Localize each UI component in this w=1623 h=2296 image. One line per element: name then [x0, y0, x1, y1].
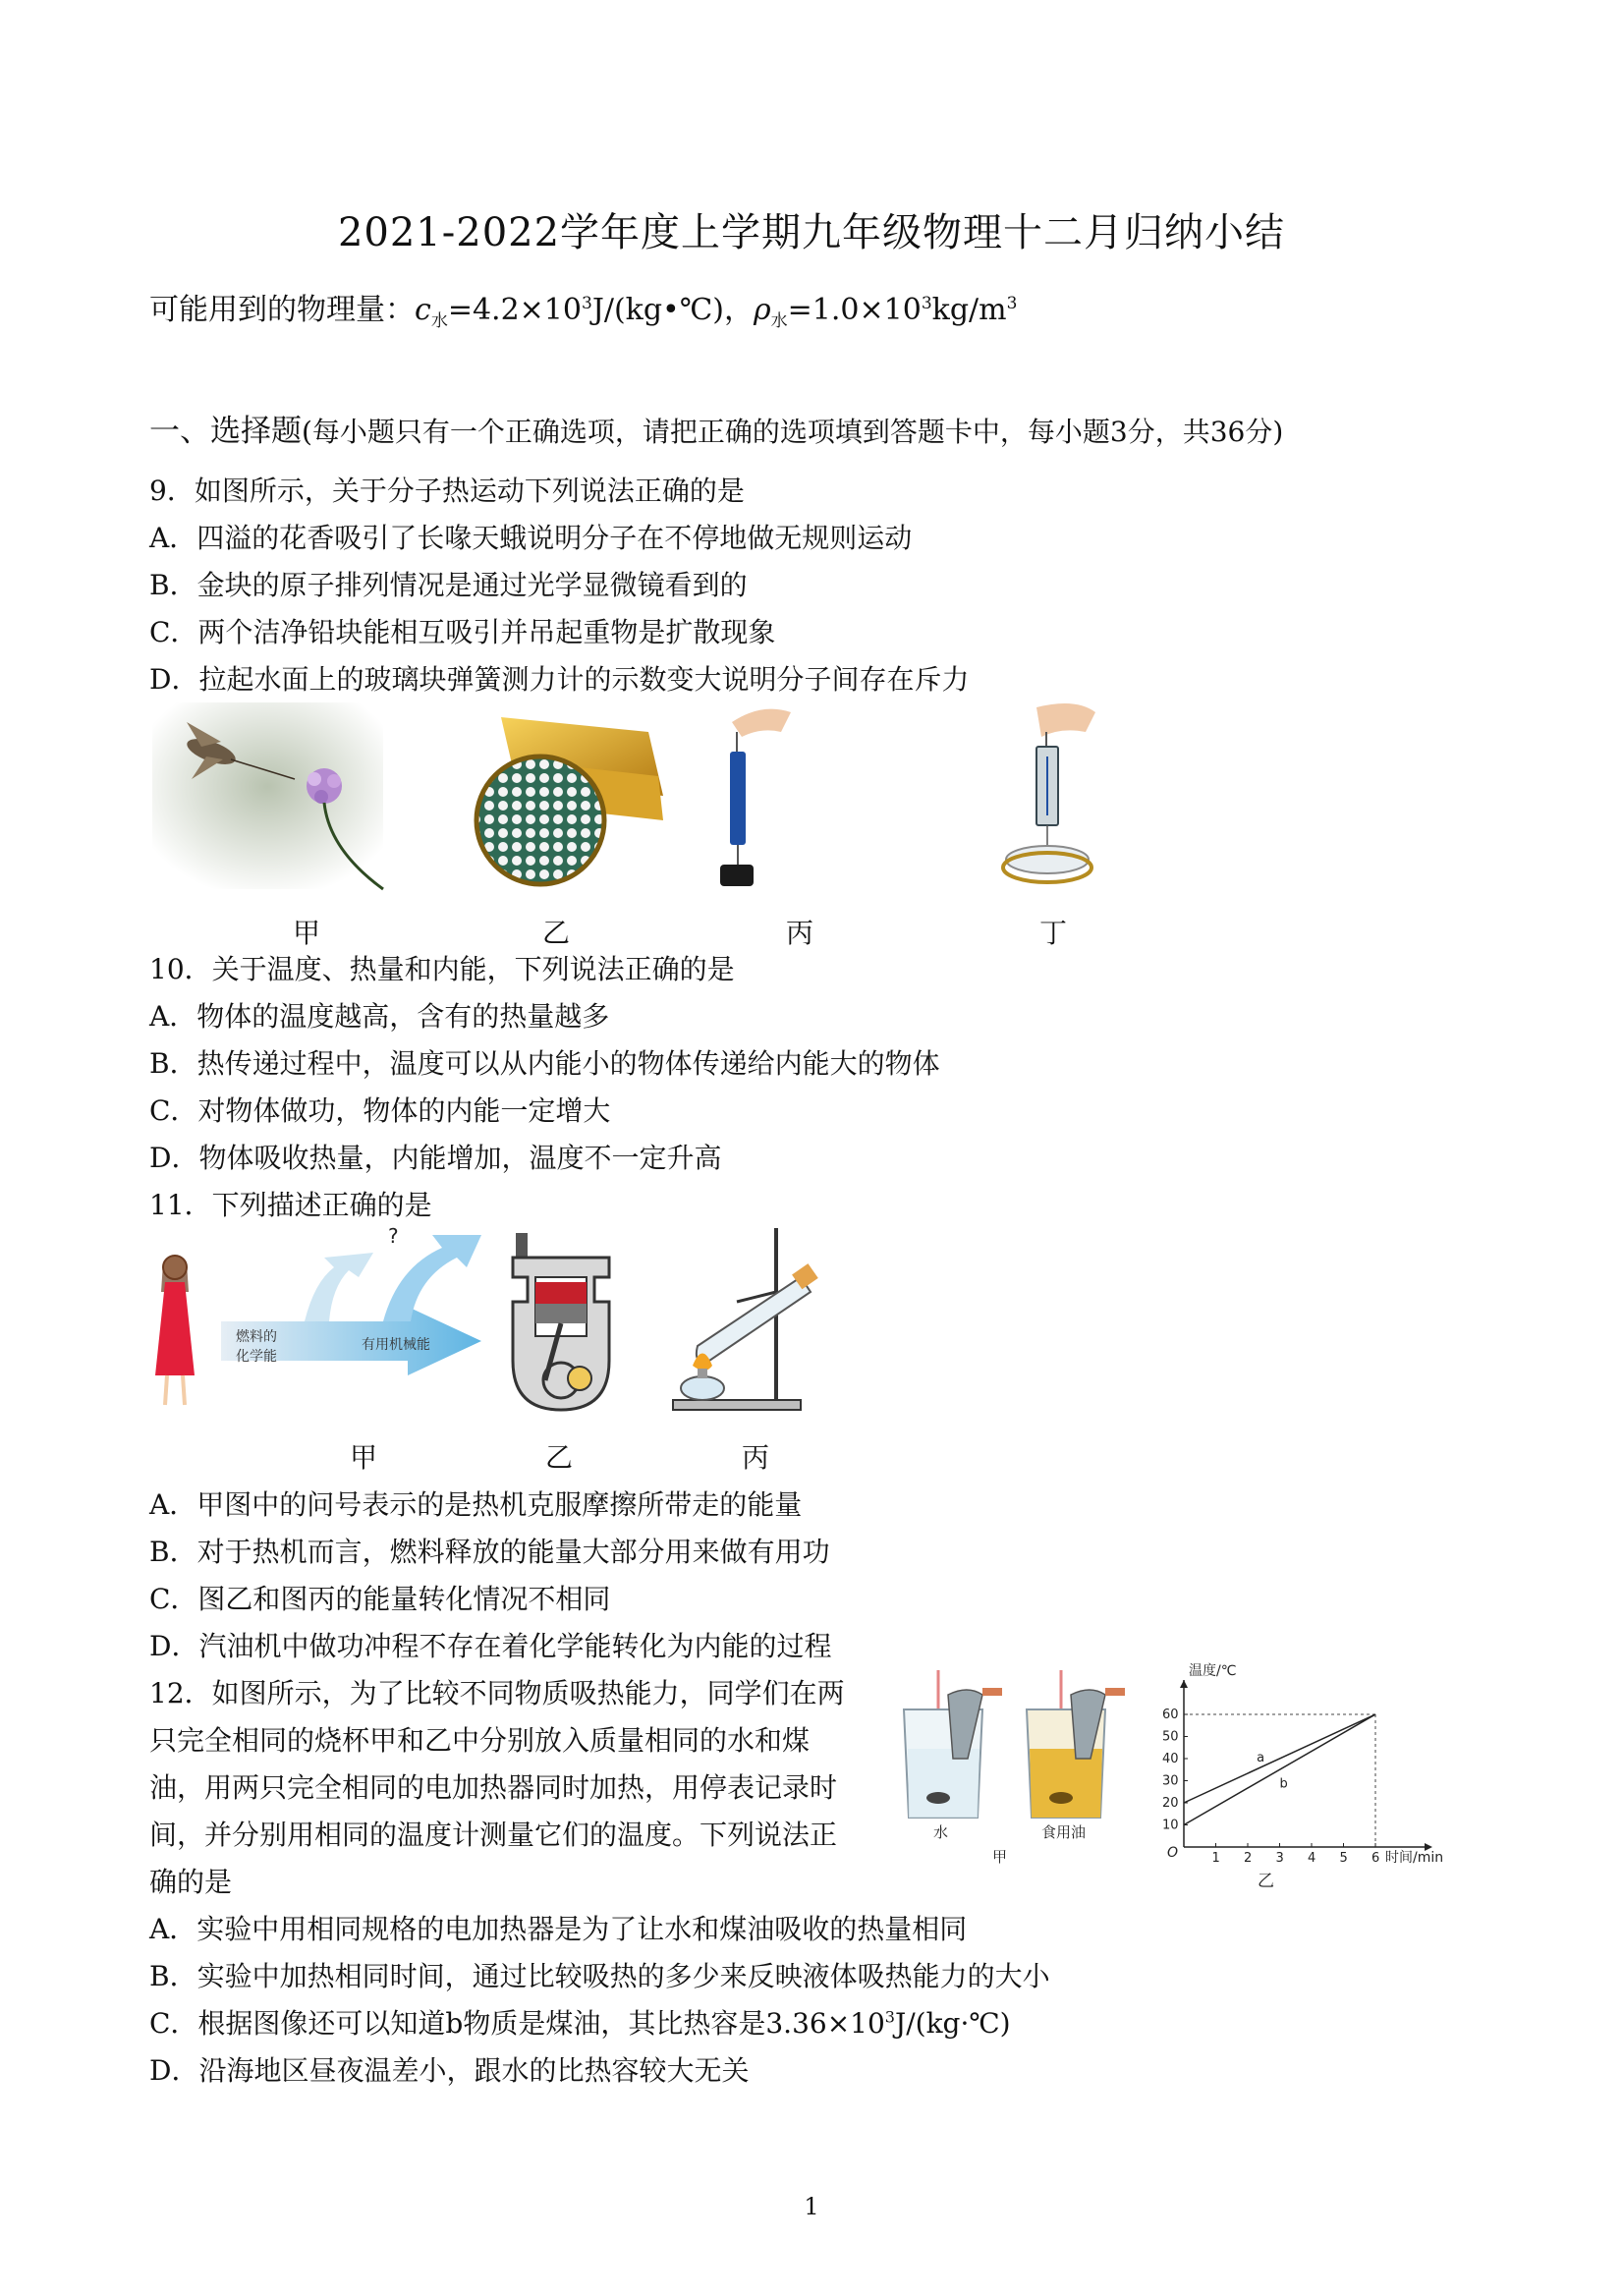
chart-ylabel: 温度/℃: [1189, 1663, 1237, 1679]
q9-caption-yi: 乙: [542, 917, 571, 949]
y-axis-arrow: [1180, 1680, 1188, 1688]
q12-option-c-unit: J/(kg·℃): [894, 2007, 1011, 2040]
q12-stem-line-2: 只完全相同的烧杯甲和乙中分别放入质量相同的水和煤: [149, 1724, 811, 1757]
useful-energy-label: 有用机械能: [362, 1337, 430, 1353]
q11-option-c: C．图乙和图丙的能量转化情况不相同: [149, 1583, 611, 1615]
q12-stem-line-5: 确的是: [149, 1866, 233, 1898]
series-label-a: a: [1257, 1750, 1265, 1765]
chemical-energy-label: 化学能: [236, 1349, 277, 1365]
q12-option-d: D．沿海地区昼夜温差小，跟水的比热容较大无关: [149, 2054, 750, 2087]
y-tick-label: 10: [1162, 1818, 1179, 1833]
page-title: 2021-2022学年度上学期九年级物理十二月归纳小结: [337, 210, 1286, 255]
rho-symbol: ρ: [754, 293, 771, 327]
q10-option-c: C．对物体做功，物体的内能一定增大: [149, 1094, 611, 1127]
moth-flower-image: [152, 702, 383, 889]
q9-option-b: B．金块的原子排列情况是通过光学显微镜看到的: [149, 569, 748, 601]
q12-stem-line-4: 间，并分别用相同的温度计测量它们的温度。下列说法正: [149, 1819, 838, 1851]
engine-cylinder-figure: [513, 1233, 609, 1410]
q12-beakers: [899, 1670, 1145, 1867]
q12-stem-line-3: 油，用两只完全相同的电加热器同时加热，用停表记录时: [149, 1771, 838, 1804]
q9-option-d: D．拉起水面上的玻璃块弹簧测力计的示数变大说明分子间存在斥力: [149, 663, 970, 696]
rho-subscript: 水: [770, 311, 788, 331]
x-tick-label: 3: [1275, 1851, 1284, 1866]
q12-caption-jia: 甲: [992, 1848, 1008, 1866]
page-number: 1: [804, 2193, 819, 2220]
section-heading: [149, 406, 1283, 450]
q10-option-b: B．热传递过程中，温度可以从内能小的物体传递给内能大的物体: [149, 1047, 940, 1080]
q12-option-c-exponent: 3: [884, 2007, 895, 2027]
x-tick-label: 1: [1211, 1851, 1220, 1866]
constants-line: [149, 285, 1017, 331]
q9-caption-bing: 丙: [786, 917, 814, 949]
rho-value: =1.0×10: [787, 293, 922, 327]
q9-option-c: C．两个洁净铅块能相互吸引并吊起重物是扩散现象: [149, 616, 776, 648]
q11-option-d: D．汽油机中做功冲程不存在着化学能转化为内能的过程: [149, 1630, 832, 1662]
water-label: 水: [933, 1823, 949, 1841]
q11-figures: [147, 1223, 835, 1420]
c-subscript: 水: [430, 311, 448, 331]
oil-label: 食用油: [1041, 1823, 1087, 1841]
q11-caption-yi: 乙: [545, 1441, 574, 1474]
x-tick-label: 6: [1371, 1851, 1380, 1866]
q10-option-a: A．物体的温度越高，含有的热量越多: [149, 1000, 610, 1033]
q12-stem-line-1: 12．如图所示，为了比较不同物质吸热能力，同学们在两: [149, 1677, 845, 1709]
c-value: =4.2×10: [447, 293, 582, 327]
q11-option-a: A．甲图中的问号表示的是热机克服摩擦所带走的能量: [149, 1488, 803, 1521]
rho-unit: kg/m: [931, 293, 1007, 327]
y-tick-label: 30: [1162, 1773, 1179, 1789]
q10-option-d: D．物体吸收热量，内能增加，温度不一定升高: [149, 1142, 722, 1174]
c-unit: J/(kg•℃)，: [591, 293, 754, 327]
q12-option-a: A．实验中用相同规格的电加热器是为了让水和煤油吸收的热量相同: [149, 1913, 968, 1945]
x-tick-label: 2: [1244, 1851, 1253, 1866]
series-label-b: b: [1279, 1776, 1288, 1792]
q9-option-a: A．四溢的花香吸引了长喙天蛾说明分子在不停地做无规则运动: [149, 522, 913, 554]
series-line-b: [1184, 1714, 1375, 1825]
q9-caption-ding: 丁: [1039, 917, 1068, 949]
q10-stem: 10．关于温度、热量和内能，下列说法正确的是: [149, 953, 735, 985]
chart-origin-label: O: [1167, 1845, 1179, 1861]
chart-axes: [1180, 1680, 1432, 1851]
question-mark-label: ?: [388, 1224, 399, 1248]
rho-exponent: 3: [921, 294, 932, 313]
lead-blocks-image: [720, 709, 791, 886]
glass-plate-image: [1003, 703, 1095, 882]
x-tick-label: 5: [1339, 1851, 1348, 1866]
energy-flow-figure: [155, 1224, 481, 1405]
q12-option-b: B．实验中加热相同时间，通过比较吸热的多少来反映液体吸热能力的大小: [149, 1960, 1050, 1992]
y-tick-label: 60: [1162, 1708, 1179, 1722]
gold-atoms-image: [476, 717, 663, 884]
q11-option-b: B．对于热机而言，燃料释放的能量大部分用来做有用功: [149, 1536, 830, 1568]
x-tick-label: 4: [1308, 1851, 1316, 1866]
rho-unit-exponent: 3: [1006, 294, 1018, 313]
section-title: 一、选择题: [149, 414, 302, 449]
c-symbol: c: [415, 293, 431, 327]
chart-xlabel: 时间/min: [1385, 1850, 1444, 1866]
q12-option-c-text: C．根据图像还可以知道b物质是煤油，其比热容是3.36×10: [149, 2007, 885, 2040]
q9-caption-jia: 甲: [293, 917, 321, 949]
oil-beaker: [1027, 1670, 1125, 1818]
q11-caption-bing: 丙: [742, 1441, 770, 1474]
q11-caption-jia: 甲: [350, 1441, 378, 1474]
temperature-chart: [1159, 1660, 1464, 1896]
chart-series: [1184, 1714, 1375, 1825]
q9-stem: 9．如图所示，关于分子热运动下列说法正确的是: [149, 475, 745, 507]
y-tick-label: 50: [1162, 1729, 1179, 1745]
constants-label: 可能用到的物理量：: [149, 293, 415, 327]
fuel-label: 燃料的: [236, 1329, 277, 1345]
water-beaker: [904, 1670, 1002, 1818]
c-exponent: 3: [581, 294, 592, 313]
q9-figures: [152, 702, 1154, 899]
y-tick-label: 40: [1162, 1752, 1179, 1766]
section-note: (每小题只有一个正确选项，请把正确的选项填到答题卡中，每小题3分，共36分): [302, 416, 1284, 448]
q11-stem: 11．下列描述正确的是: [149, 1189, 432, 1221]
test-tube-figure: [673, 1228, 818, 1410]
q12-option-c: [149, 2002, 1011, 2042]
q12-caption-yi: 乙: [1258, 1872, 1274, 1891]
y-tick-label: 20: [1162, 1796, 1179, 1811]
